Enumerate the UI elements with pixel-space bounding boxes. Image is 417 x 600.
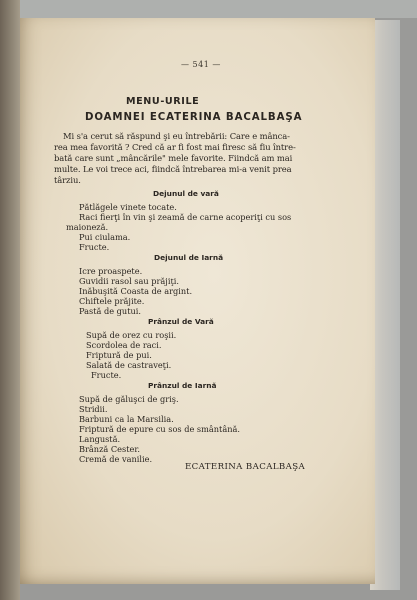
menu-item: Pătlăgele vinete tocate. (79, 202, 177, 212)
section-heading: Prânzul de Vară (148, 317, 214, 326)
menu-item: Pastă de gutui. (79, 306, 141, 316)
section-heading: Dejunul de vară (153, 189, 219, 198)
menu-item: Supă de găluşci de griş. (79, 394, 179, 404)
intro-line: bată care sunt „mâncările" mele favorite. Fiindcă am mai (54, 153, 293, 163)
menu-item: Supă de orez cu roşii. (86, 330, 177, 340)
menu-item: Salată de castraveţi. (86, 360, 172, 370)
menu-item: Barbuni ca la Marsilia. (79, 414, 174, 424)
menu-item: Icre proaspete. (79, 266, 143, 276)
signature: ECATERINA BACALBAŞA (185, 462, 306, 472)
section-heading: Dejunul de Iarnă (154, 253, 224, 262)
menu-item: maioneză. (66, 222, 109, 232)
menu-item: Fructe. (79, 242, 110, 252)
book-binding (0, 0, 20, 600)
intro-line: rea mea favorită ? Cred că ar fi fost mai firesc să fiu între- (54, 142, 296, 152)
menu-item: Brânză Cester. (79, 444, 140, 454)
menu-item: Friptură de pui. (86, 350, 152, 360)
background-surface (0, 0, 417, 18)
menu-item: Inăbuşită Coasta de argint. (79, 286, 193, 296)
menu-item: Scordolea de raci. (86, 340, 162, 350)
title-line-2: DOAMNEI ECATERINA BACALBAŞA (85, 112, 303, 123)
title-line-1: MENU-URILE (126, 96, 200, 107)
menu-item: Friptură de epure cu sos de smântână. (79, 424, 240, 434)
menu-item: Stridii. (79, 404, 108, 414)
menu-item: Pui ciulama. (79, 232, 131, 242)
menu-item: Cremă de vanilie. (79, 454, 153, 464)
intro-line: târziu. (54, 175, 81, 185)
intro-line: Mi s'a cerut să răspund şi eu întrebării: Care e mânca- (63, 131, 290, 141)
menu-item: Raci fierţi în vin şi zeamă de carne acoperiţi cu sos (79, 212, 292, 222)
section-heading: Prânzul de Iarnă (148, 381, 217, 390)
menu-item: Guvidii rasol sau prăjiţi. (79, 276, 179, 286)
page-number: — 541 — (181, 60, 221, 69)
menu-item: Chiftele prăjite. (79, 296, 145, 306)
menu-item: Fructe. (91, 370, 122, 380)
menu-item: Langustă. (79, 434, 121, 444)
intro-line: multe. Le voi trece aci, fiindcă întrebarea mi-a venit prea (54, 164, 292, 174)
